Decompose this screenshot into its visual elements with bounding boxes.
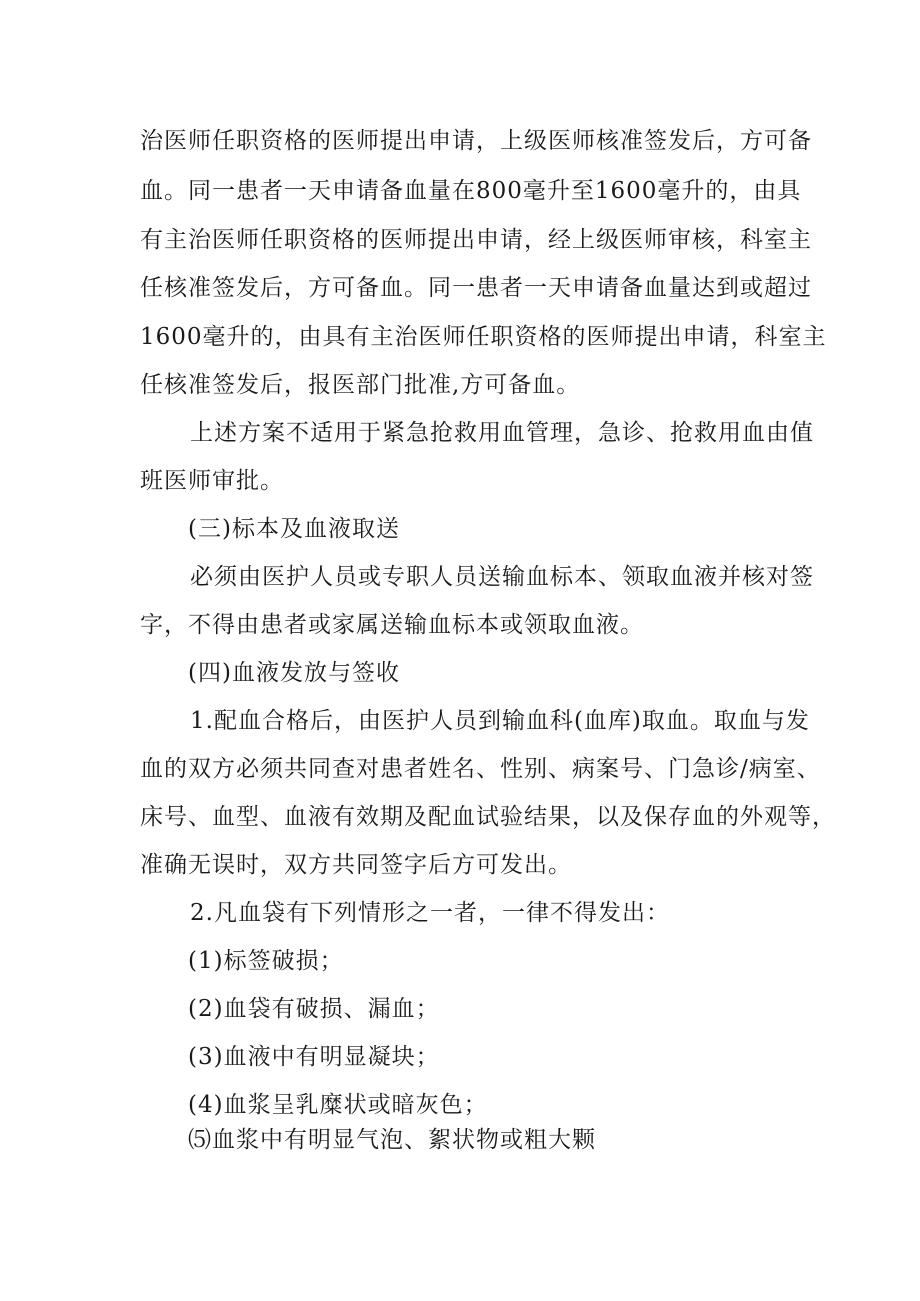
- paragraph-line: 床号、血型、血液有效期及配血试验结果，以及保存血的外观等，: [140, 804, 836, 830]
- paragraph-line: 班医师审批。: [140, 468, 284, 494]
- list-item: (4)血浆呈乳糜状或暗灰色；: [188, 1092, 488, 1118]
- paragraph-line: 血。同一患者一天申请备血量在800毫升至1600毫升的，由具: [140, 178, 802, 204]
- section-heading: (三)标本及血液取送: [188, 516, 400, 542]
- paragraph-line: 1600毫升的，由具有主治医师任职资格的医师提出申请，科室主: [140, 324, 827, 350]
- paragraph-line: 字，不得由患者或家属送输血标本或领取血液。: [140, 612, 644, 638]
- paragraph-line: 血的双方必须共同查对患者姓名、性别、病案号、门急诊/病室、: [140, 756, 821, 782]
- paragraph-line: 上述方案不适用于紧急抢救用血管理，急诊、抢救用血由值: [190, 420, 814, 446]
- list-item: (3)血液中有明显凝块；: [188, 1044, 440, 1070]
- paragraph-line: 2.凡血袋有下列情形之一者，一律不得发出：: [190, 900, 670, 926]
- paragraph-line: 任核准签发后，报医部门批准,方可备血。: [140, 372, 581, 398]
- paragraph-line: 治医师任职资格的医师提出申请，上级医师核准签发后，方可备: [140, 128, 812, 154]
- paragraph-line: 1.配血合格后，由医护人员到输血科(血库)取血。取血与发: [190, 708, 810, 734]
- paragraph-line: 必须由医护人员或专职人员送输血标本、领取血液并核对签: [190, 564, 814, 590]
- paragraph-line: 任核准签发后，方可备血。同一患者一天申请备血量达到或超过: [140, 275, 812, 301]
- list-item: ⑸血浆中有明显气泡、絮状物或粗大颗: [188, 1127, 596, 1153]
- paragraph-line: 有主治医师任职资格的医师提出申请，经上级医师审核，科室主: [140, 227, 812, 253]
- list-item: (1)标签破损；: [188, 948, 344, 974]
- list-item: (2)血袋有破损、漏血；: [188, 996, 440, 1022]
- paragraph-line: 准确无误时，双方共同签字后方可发出。: [140, 852, 572, 878]
- section-heading: (四)血液发放与签收: [188, 660, 400, 686]
